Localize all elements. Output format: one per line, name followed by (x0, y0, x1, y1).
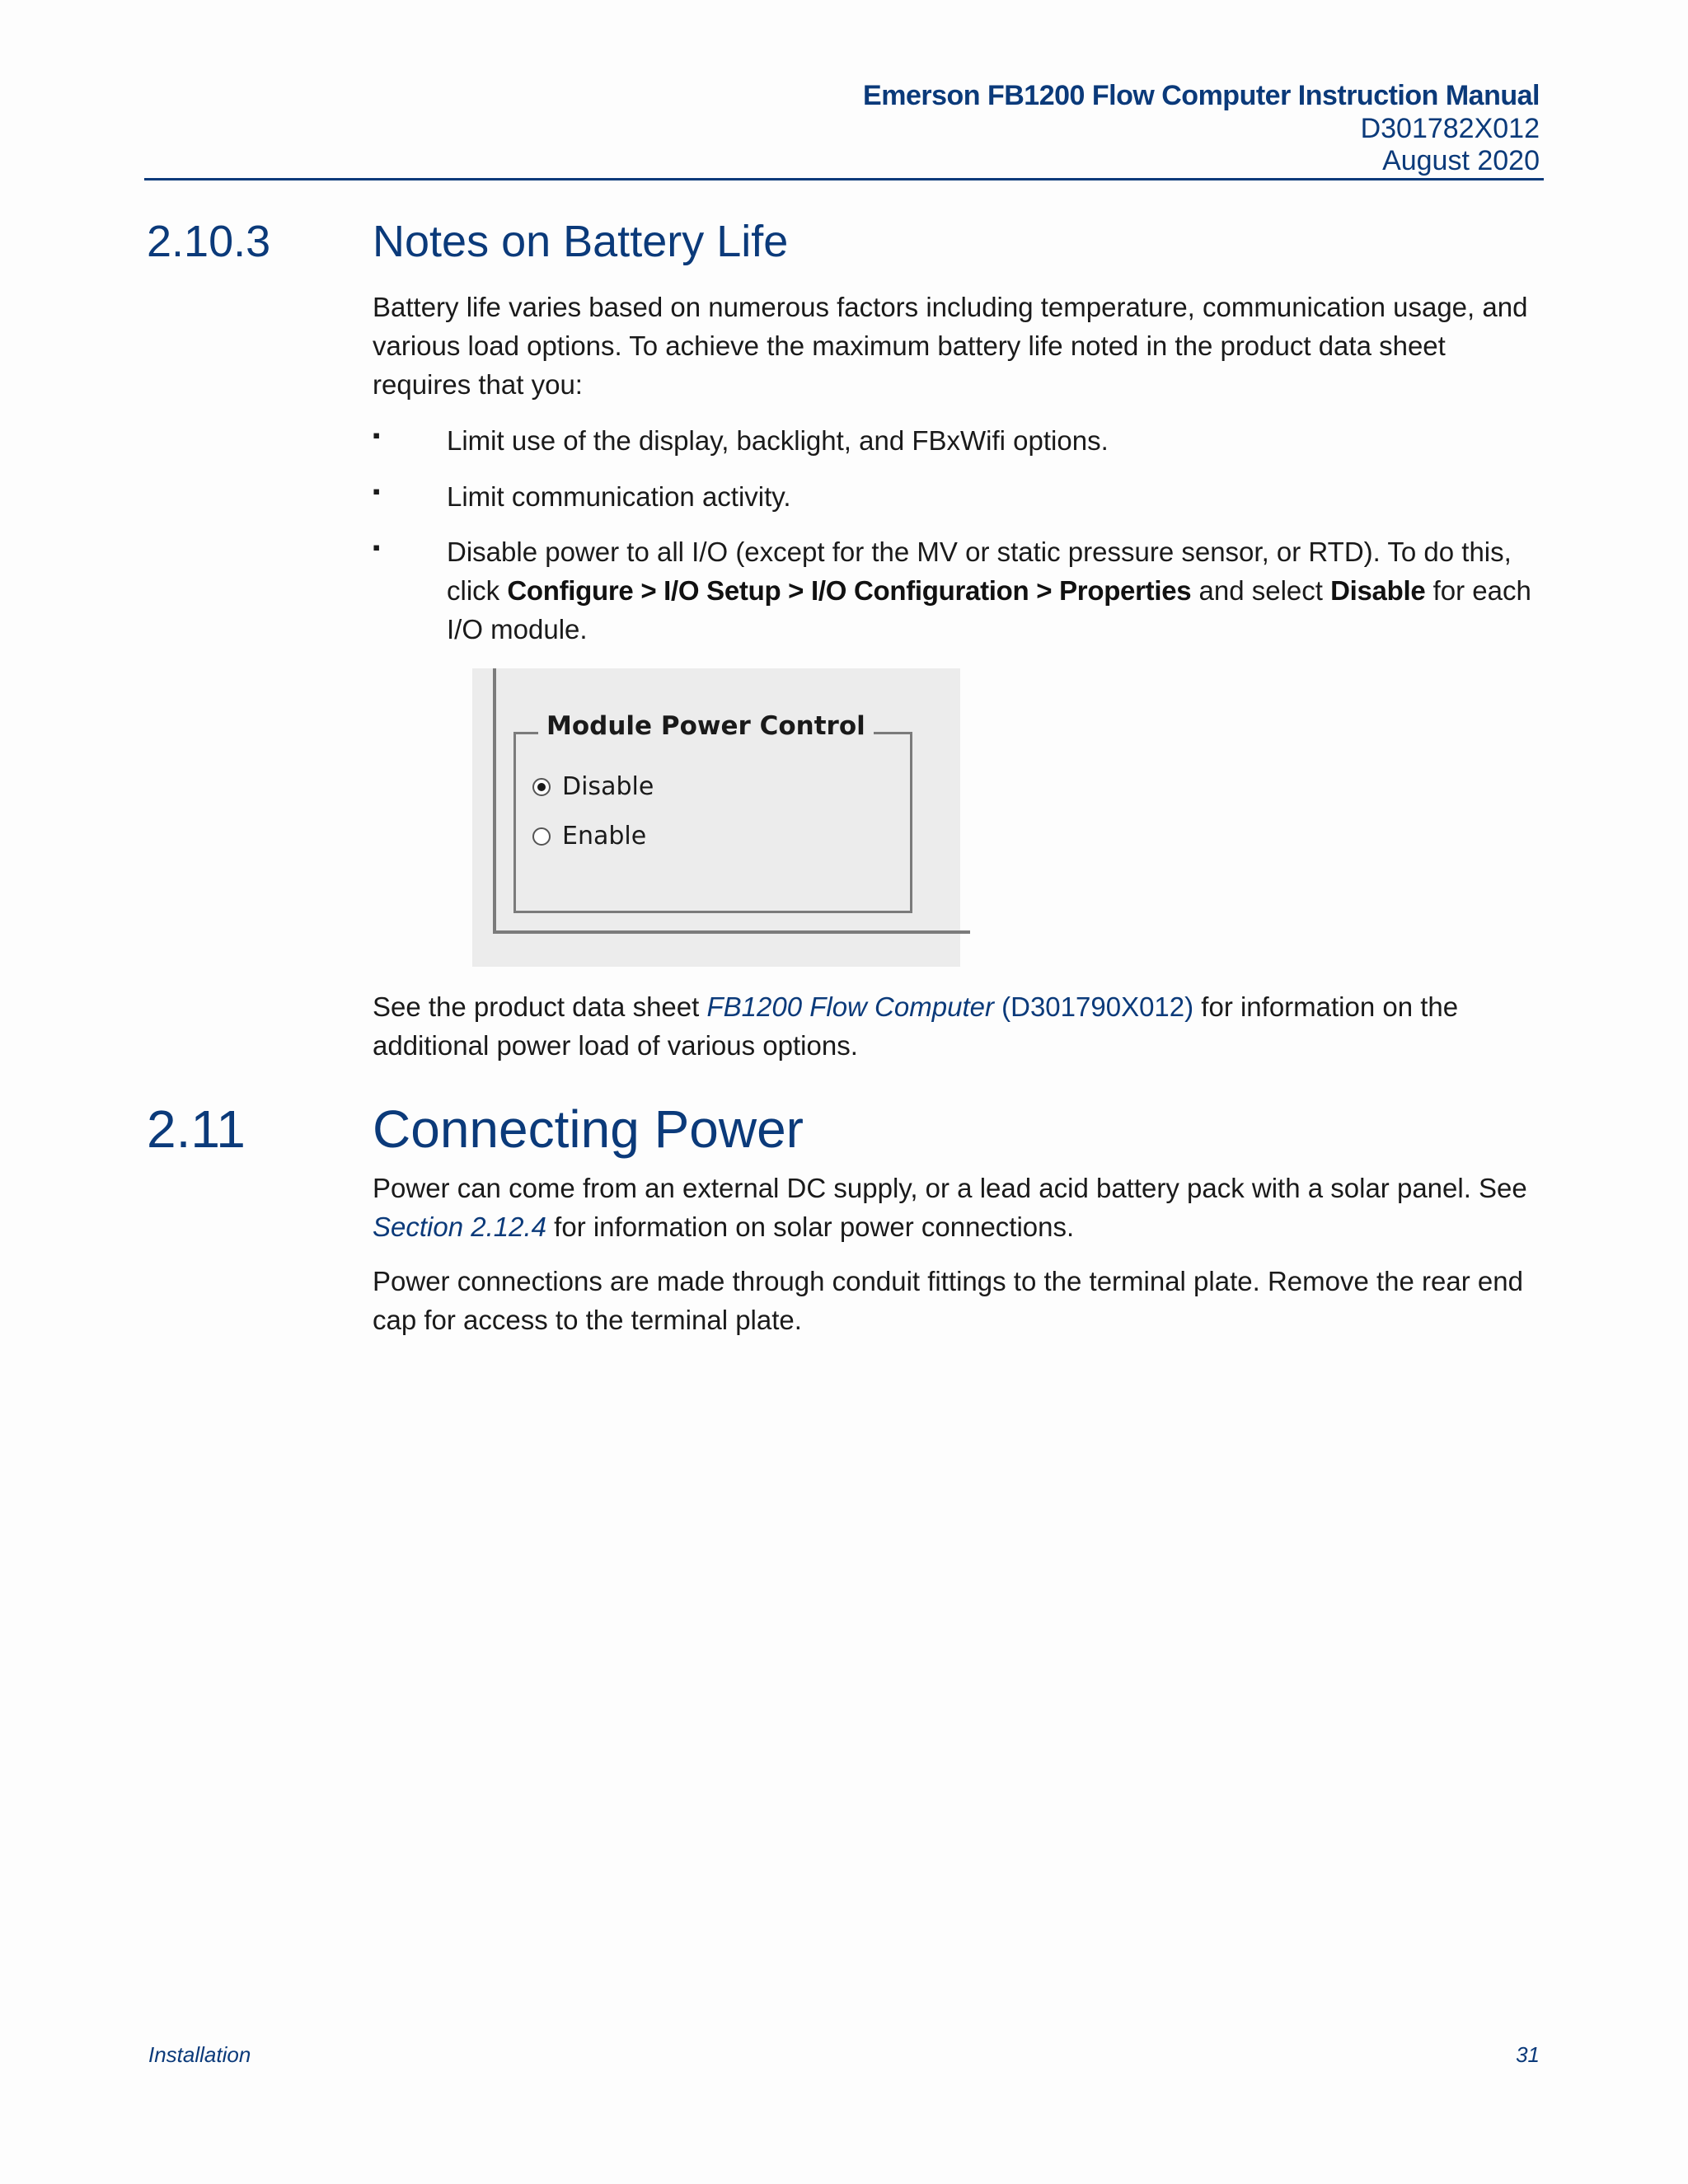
page-number: 31 (1516, 2042, 1540, 2067)
power-lead-text: Power can come from an external DC supply, or a lead acid battery pack with a solar panel. See (373, 1173, 1527, 1203)
bullet-marker: ▪ (373, 535, 381, 560)
data-sheet-link[interactable]: FB1200 Flow Computer (706, 991, 994, 1022)
bullet-item-disable-io (447, 532, 1551, 649)
menu-path: Configure > I/O Setup > I/O Configuration > Properties (507, 575, 1192, 606)
radio-label: Disable (562, 772, 654, 801)
radio-option-enable[interactable] (532, 822, 646, 851)
radio-label: Enable (562, 822, 647, 851)
section-2-12-4-link[interactable]: Section 2.12.4 (373, 1212, 546, 1242)
manual-title: Emerson FB1200 Flow Computer Instruction Manual (863, 80, 1540, 111)
section-number-2-10-3: 2.10.3 (147, 217, 271, 266)
bullet-tail-text: for each I/O module. (447, 575, 1531, 644)
footer-section-name: Installation (148, 2042, 251, 2067)
data-sheet-number-link[interactable]: (D301790X012) (1001, 991, 1194, 1022)
bullet-marker: ▪ (373, 479, 381, 504)
section-title-connecting-power: Connecting Power (373, 1099, 804, 1159)
section-number-2-11: 2.11 (147, 1099, 246, 1159)
radio-option-disable[interactable] (532, 772, 654, 801)
header-divider (144, 178, 1544, 180)
power-source-paragraph (373, 1169, 1551, 1246)
radio-selected-icon[interactable] (532, 778, 551, 796)
document-number: D301782X012 (1360, 113, 1540, 144)
bullet-item: Limit communication activity. (447, 481, 791, 512)
bullet-lead-text: Disable power to all I/O (except for the MV or static pressure sensor, or RTD). To do this, click (447, 537, 1512, 606)
power-connections-paragraph: Power connections are made through conduit fittings to the terminal plate. Remove the rear end cap for access to the terminal plate. (373, 1266, 1523, 1335)
bullet-item: Limit use of the display, backlight, and FBxWifi options. (447, 425, 1109, 456)
module-power-control-screenshot (472, 668, 960, 967)
disable-option-ref: Disable (1330, 575, 1426, 606)
data-sheet-reference-paragraph (373, 987, 1551, 1065)
ref-lead-text: See the product data sheet (373, 991, 700, 1022)
section-title-battery-life: Notes on Battery Life (373, 217, 789, 266)
bullet-mid-text: and select (1198, 575, 1323, 606)
ref-tail-text: for information on the additional power load of various options. (373, 991, 1459, 1061)
bullet-marker: ▪ (373, 423, 381, 448)
power-tail-text: for information on solar power connections. (554, 1212, 1075, 1242)
battery-intro-paragraph: Battery life varies based on numerous factors including temperature, communication usage, and various load options. To achieve the maximum battery life noted in the product data sheet requires that you: (373, 292, 1528, 400)
group-title: Module Power Control (538, 711, 874, 741)
document-date: August 2020 (1382, 145, 1540, 176)
radio-unselected-icon[interactable] (532, 827, 551, 846)
